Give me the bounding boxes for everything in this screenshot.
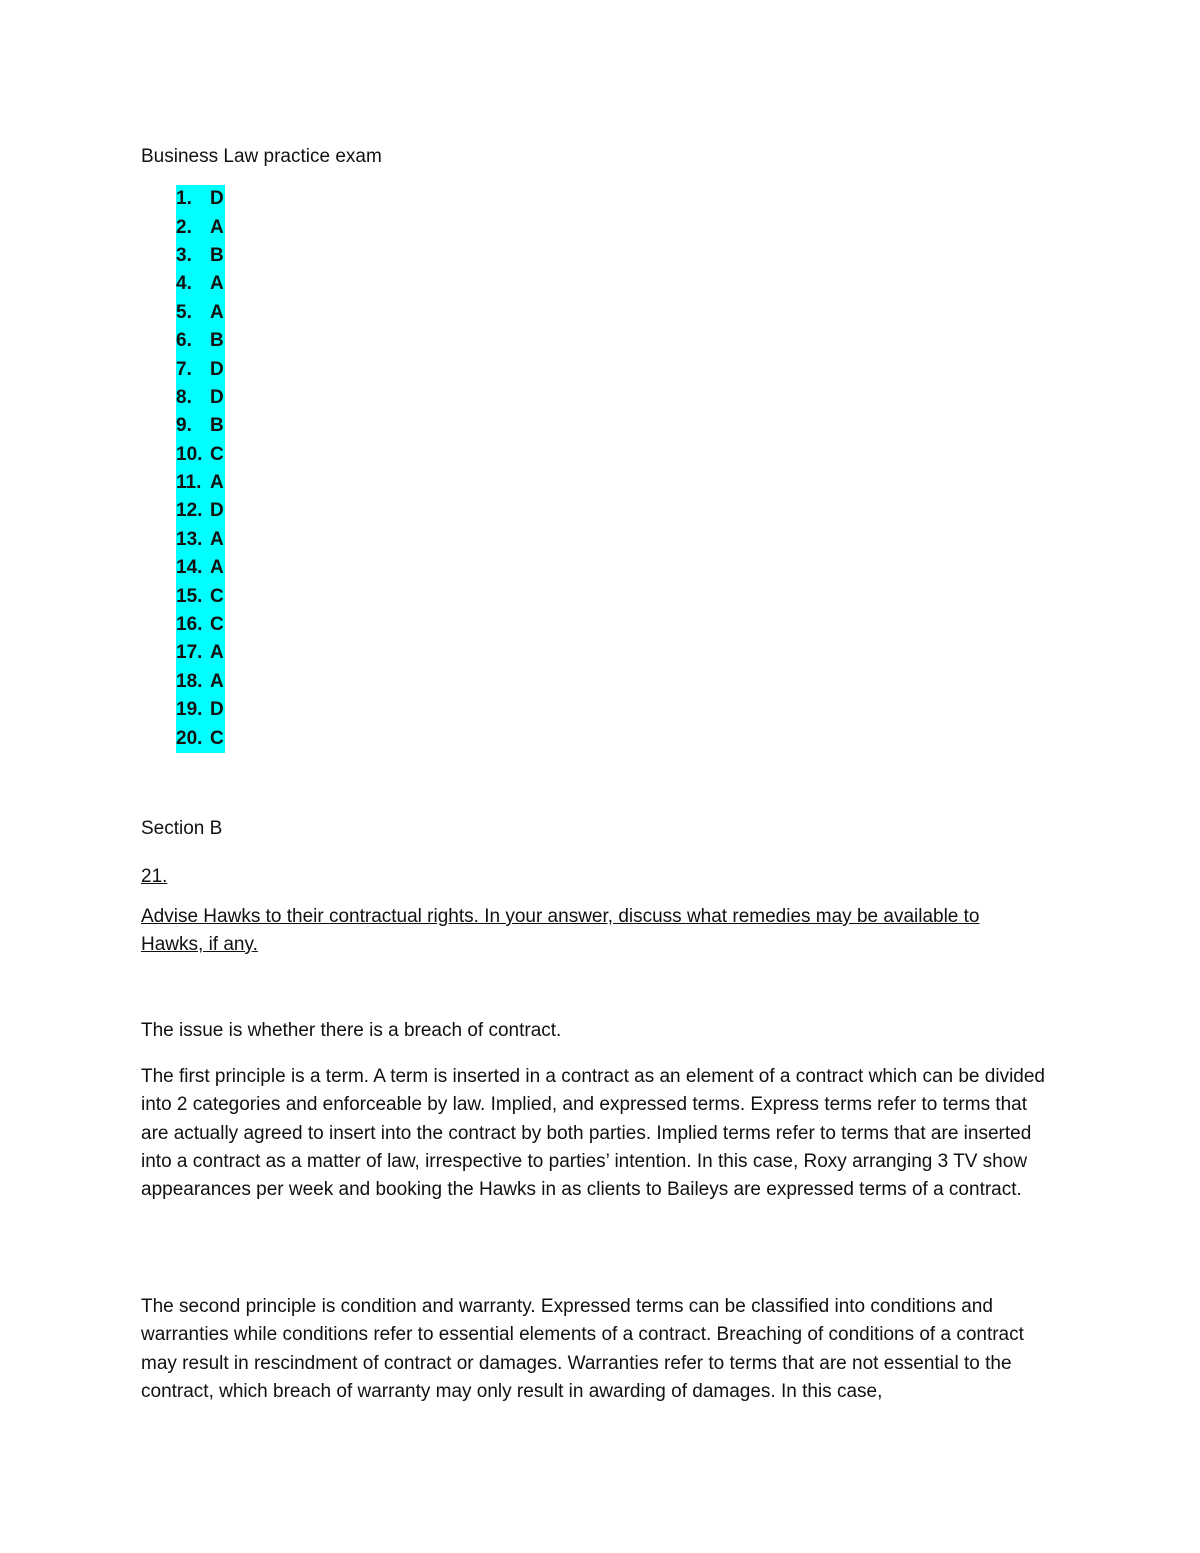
question-prompt: Advise Hawks to their contractual rights. In your answer, discuss what remedies may be available to Hawks, if any.: [141, 906, 980, 955]
answer-row: [176, 696, 225, 724]
answer-number: 14.: [176, 557, 203, 579]
answer-letter: D: [210, 188, 224, 210]
answer-row: [176, 554, 225, 582]
answer-number: 16.: [176, 614, 203, 636]
answer-number: 1.: [176, 188, 192, 210]
answer-number: 2.: [176, 216, 192, 238]
answer-row: [176, 724, 225, 752]
answer-letter: B: [210, 244, 224, 266]
answer-list: [176, 185, 225, 753]
answer-row: [176, 526, 225, 554]
answer-number: 10.: [176, 443, 203, 465]
answer-row: [176, 668, 225, 696]
answer-letter: A: [210, 216, 224, 238]
answer-number: 3.: [176, 244, 192, 266]
answer-number: 15.: [176, 585, 203, 607]
answer-letter: C: [210, 727, 224, 749]
answer-row: [176, 582, 225, 610]
answer-letter: C: [210, 614, 224, 636]
answer-letter: D: [210, 386, 224, 408]
answer-number: 18.: [176, 670, 203, 692]
answer-paragraph-issue: The issue is whether there is a breach of contract.: [141, 1020, 562, 1041]
answer-row: [176, 611, 225, 639]
answer-number: 20.: [176, 727, 203, 749]
answer-number: 6.: [176, 330, 192, 352]
answer-letter: A: [210, 472, 224, 494]
answer-letter: C: [210, 443, 224, 465]
answer-row: [176, 412, 225, 440]
answer-letter: B: [210, 415, 224, 437]
answer-row: [176, 355, 225, 383]
answer-letter: A: [210, 273, 224, 295]
answer-row: [176, 213, 225, 241]
answer-number: 17.: [176, 642, 203, 664]
answer-row: [176, 497, 225, 525]
answer-letter: A: [210, 642, 224, 664]
answer-letter: C: [210, 585, 224, 607]
answer-number: 8.: [176, 386, 192, 408]
answer-paragraph-condition-warranty: The second principle is condition and warranty. Expressed terms can be classified into conditions and warranties while conditions refer to essential elements of a contract. Breaching of conditions of a contract may result in rescindment of contract or damages. Warranties refer to terms that are not essential to the contract, which breach of warranty may only result in awarding of damages. In this case,: [141, 1296, 1024, 1402]
answer-number: 11.: [176, 472, 202, 494]
answer-number: 12.: [176, 500, 203, 522]
answer-number: 7.: [176, 358, 192, 380]
answer-letter: A: [210, 528, 224, 550]
answer-row: [176, 441, 225, 469]
answer-letter: D: [210, 699, 224, 721]
answer-row: [176, 185, 225, 213]
answer-number: 4.: [176, 273, 192, 295]
answer-number: 19.: [176, 699, 203, 721]
answer-row: [176, 270, 225, 298]
answer-letter: A: [210, 670, 224, 692]
answer-row: [176, 242, 225, 270]
answer-letter: D: [210, 500, 224, 522]
answer-letter: A: [210, 301, 224, 323]
answer-row: [176, 639, 225, 667]
answer-letter: D: [210, 358, 224, 380]
answer-row: [176, 384, 225, 412]
answer-letter: A: [210, 557, 224, 579]
question-number: 21.: [141, 866, 168, 887]
answer-row: [176, 327, 225, 355]
answer-number: 13.: [176, 528, 203, 550]
answer-paragraph-terms: The first principle is a term. A term is inserted in a contract as an element of a contract which can be divided into 2 categories and enforceable by law. Implied, and expressed terms. Express terms refer to terms that are actually agreed to insert into the contract by both parties. Implied terms refer to terms that are inserted into a contract as a matter of law, irrespective to parties’ intention. In this case, Roxy arranging 3 TV show appearances per week and booking the Hawks in as clients to Baileys are expressed terms of a contract.: [141, 1066, 1045, 1201]
answer-number: 9.: [176, 415, 192, 437]
answer-number: 5.: [176, 301, 192, 323]
answer-row: [176, 469, 225, 497]
answer-letter: B: [210, 330, 224, 352]
document-title: Business Law practice exam: [141, 146, 382, 167]
answer-row: [176, 299, 225, 327]
section-heading: Section B: [141, 818, 223, 839]
